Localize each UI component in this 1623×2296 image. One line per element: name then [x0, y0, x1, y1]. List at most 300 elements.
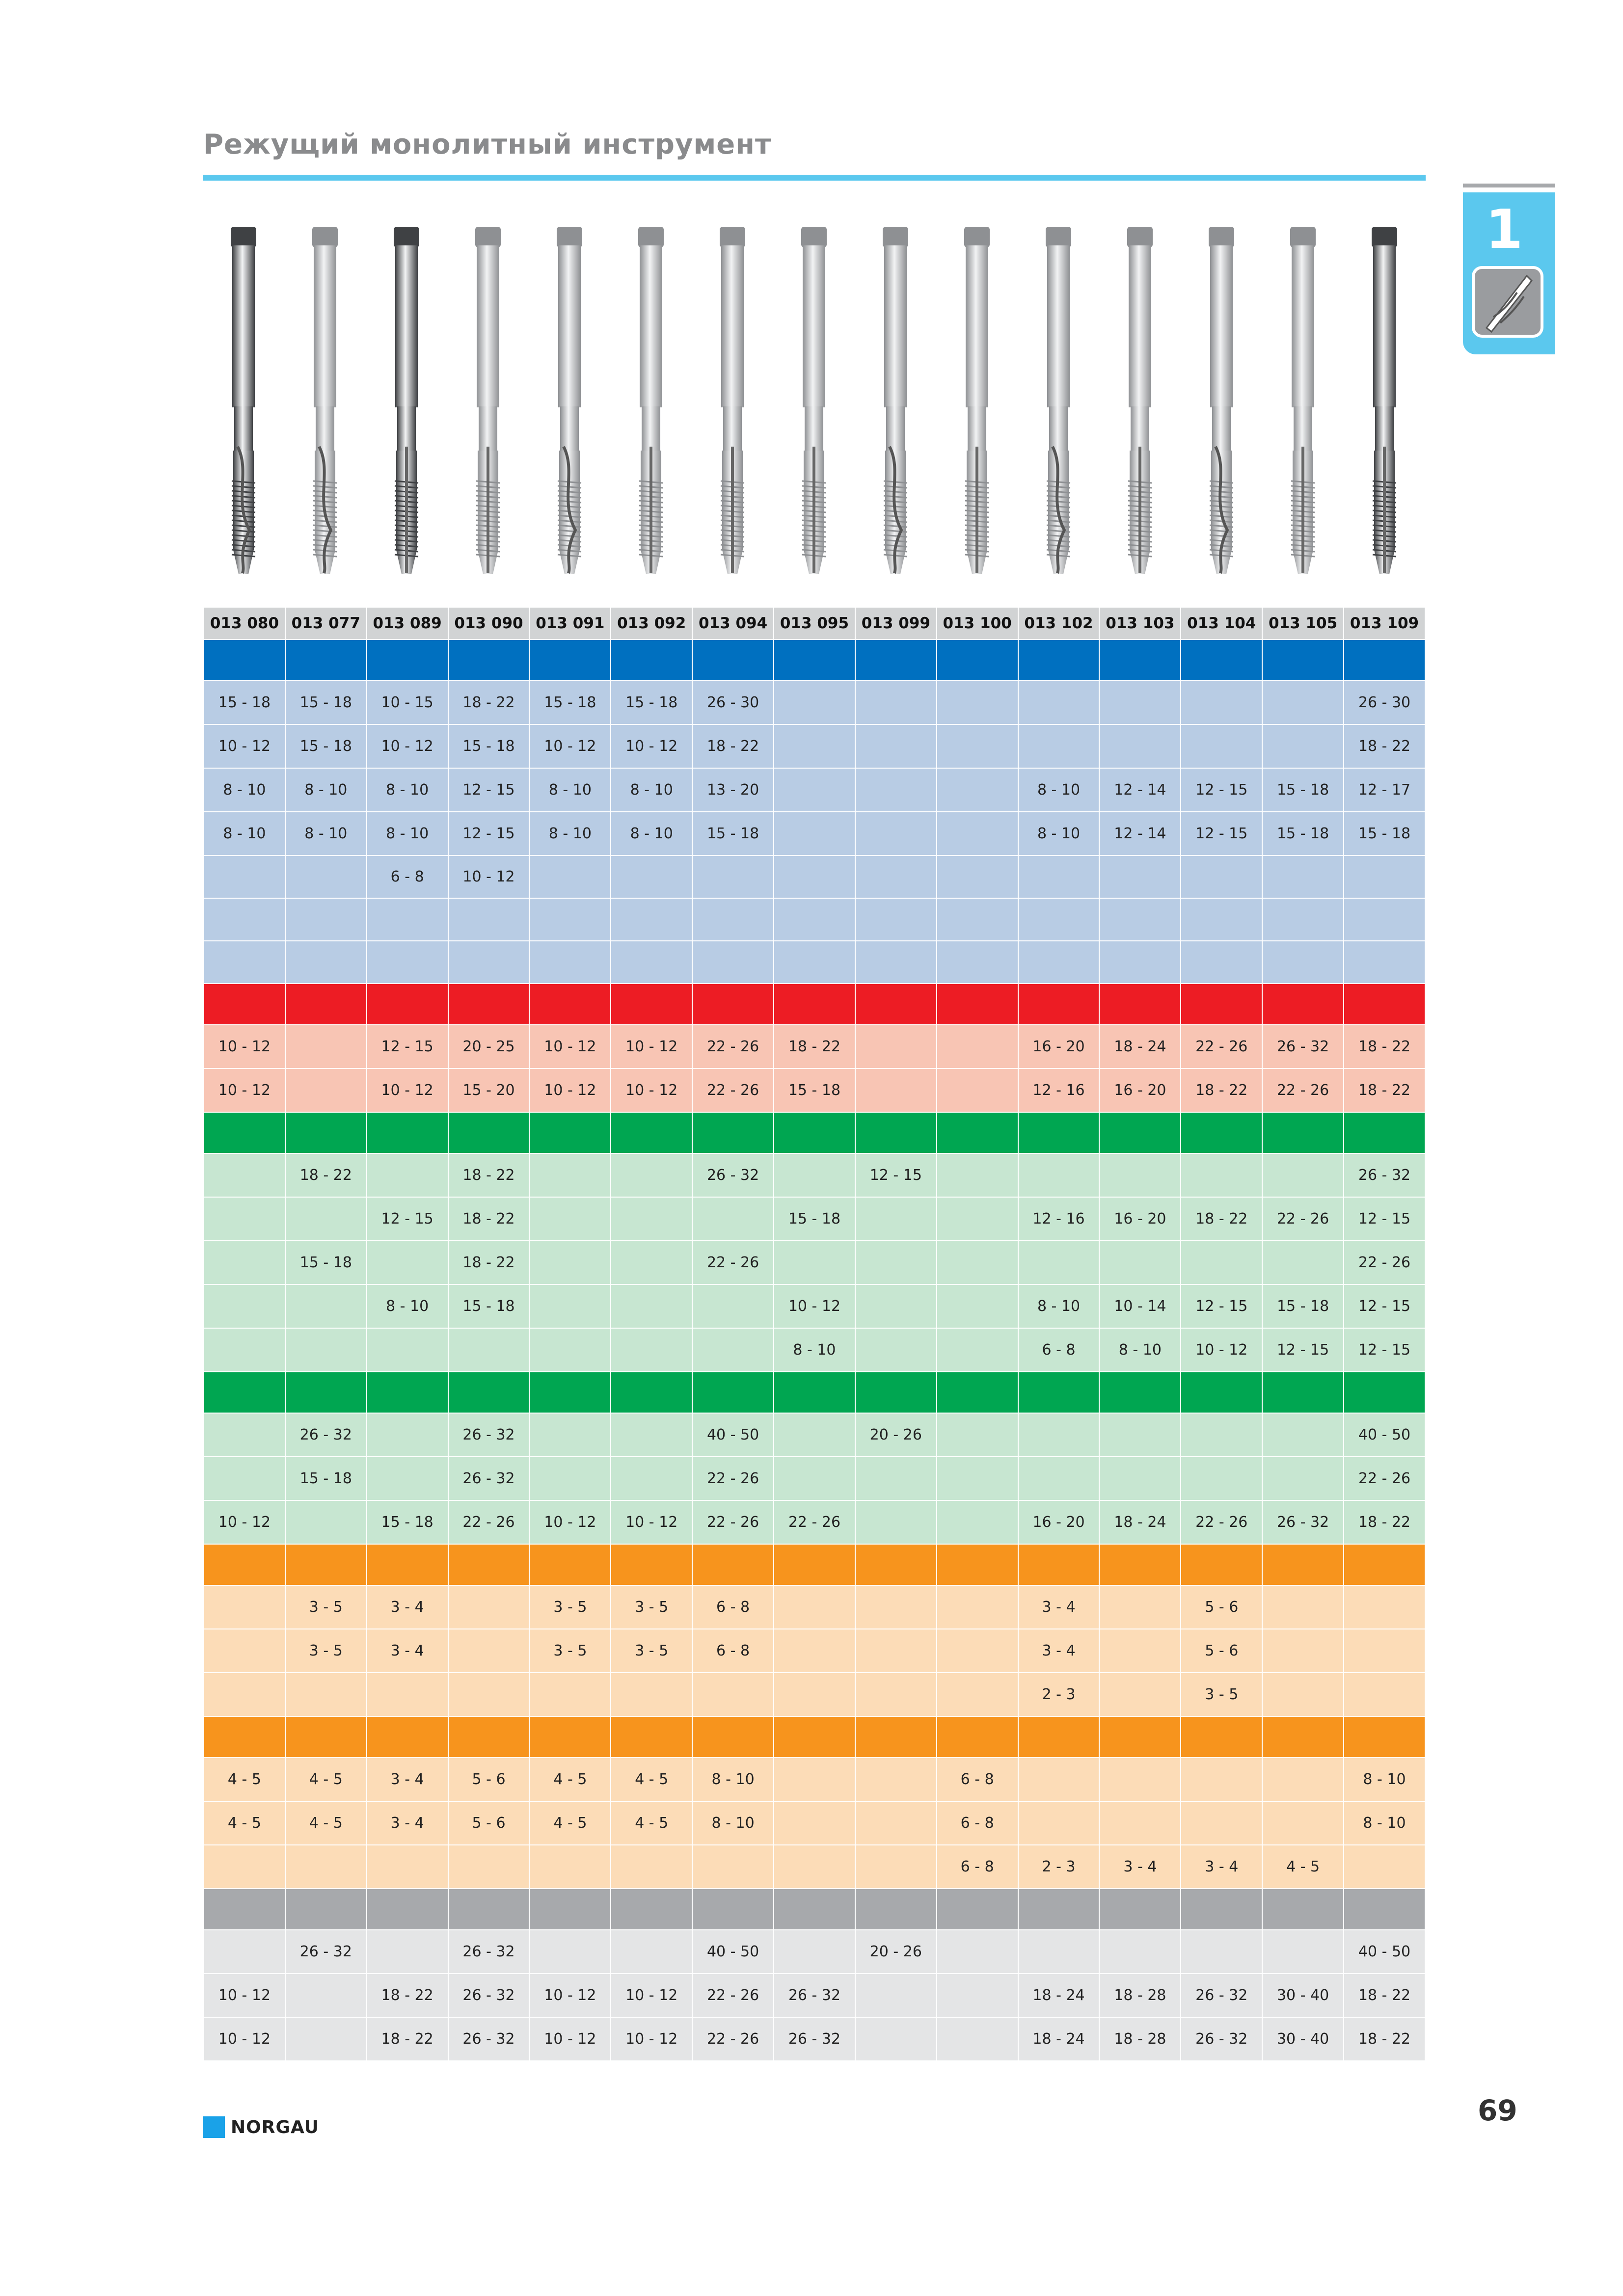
- band-cell: [1344, 1372, 1425, 1413]
- speed-cell: [1181, 681, 1262, 724]
- speed-cell: 8 - 10: [774, 1328, 855, 1372]
- band-cell: [1262, 1544, 1344, 1585]
- speed-cell: 12 - 15: [448, 812, 530, 855]
- speed-cell: 26 - 32: [1344, 1153, 1425, 1197]
- speed-cell: [1262, 1457, 1344, 1500]
- material-group-band-blue: [204, 640, 1425, 681]
- speed-cell: 26 - 32: [448, 1974, 530, 2017]
- speed-cell: 12 - 15: [448, 768, 530, 812]
- speed-cell: 22 - 26: [774, 1500, 855, 1544]
- speed-cell: [1181, 1457, 1262, 1500]
- speed-cell: [611, 855, 692, 898]
- band-cell: [367, 640, 448, 681]
- band-cell: [529, 1889, 611, 1930]
- band-cell: [774, 1544, 855, 1585]
- article-number-header: 013 092: [611, 607, 692, 640]
- speed-cell: 3 - 5: [611, 1629, 692, 1673]
- speed-cell: 12 - 15: [1344, 1197, 1425, 1241]
- speed-cell: [1018, 1801, 1100, 1845]
- table-row: [204, 1241, 1425, 1284]
- band-cell: [367, 1372, 448, 1413]
- band-cell: [1018, 1372, 1100, 1413]
- table-row: [204, 1197, 1425, 1241]
- speed-cell: [529, 1153, 611, 1197]
- band-cell: [855, 1112, 937, 1153]
- chapter-tab: [1463, 192, 1555, 354]
- speed-cell: 16 - 20: [1018, 1025, 1100, 1068]
- speed-cell: [855, 1585, 937, 1629]
- speed-cell: 18 - 22: [1181, 1197, 1262, 1241]
- brand-logo-square: [203, 2116, 225, 2138]
- band-cell: [1181, 1716, 1262, 1758]
- speed-cell: 15 - 18: [774, 1068, 855, 1112]
- band-cell: [529, 1716, 611, 1758]
- speed-cell: [1262, 724, 1344, 768]
- speed-cell: [937, 1197, 1018, 1241]
- table-row: [204, 1284, 1425, 1328]
- speed-cell: [1181, 1758, 1262, 1801]
- speed-cell: [1099, 898, 1181, 941]
- speed-cell: 10 - 12: [529, 1500, 611, 1544]
- speed-cell: 10 - 12: [611, 2017, 692, 2061]
- band-cell: [855, 1716, 937, 1758]
- band-cell: [1099, 1112, 1181, 1153]
- speed-cell: [367, 898, 448, 941]
- speed-cell: 12 - 15: [367, 1197, 448, 1241]
- speed-cell: 22 - 26: [1181, 1025, 1262, 1068]
- speed-cell: [1262, 1758, 1344, 1801]
- drill-icon: [1472, 266, 1543, 338]
- speed-cell: 12 - 16: [1018, 1068, 1100, 1112]
- speed-cell: [1344, 898, 1425, 941]
- speed-cell: 16 - 20: [1018, 1500, 1100, 1544]
- speed-cell: 22 - 26: [692, 1457, 774, 1500]
- speed-cell: [1099, 724, 1181, 768]
- speed-cell: [204, 1241, 285, 1284]
- speed-cell: 18 - 28: [1099, 2017, 1181, 2061]
- speed-cell: 10 - 12: [204, 724, 285, 768]
- speed-cell: [937, 1457, 1018, 1500]
- speed-cell: [1262, 1153, 1344, 1197]
- speed-cell: 18 - 22: [367, 1974, 448, 2017]
- speed-cell: 18 - 22: [1344, 1974, 1425, 2017]
- speed-cell: 10 - 12: [204, 1068, 285, 1112]
- speed-cell: [855, 2017, 937, 2061]
- band-cell: [204, 1544, 285, 1585]
- speed-cell: [937, 941, 1018, 984]
- speed-cell: [611, 1328, 692, 1372]
- speed-cell: 8 - 10: [1344, 1801, 1425, 1845]
- speed-cell: 3 - 5: [529, 1629, 611, 1673]
- speed-cell: 6 - 8: [692, 1629, 774, 1673]
- speed-cell: 10 - 12: [611, 1500, 692, 1544]
- material-group-band-red: [204, 984, 1425, 1025]
- band-cell: [855, 984, 937, 1025]
- band-cell: [285, 1889, 367, 1930]
- speed-cell: 15 - 18: [285, 1457, 367, 1500]
- speed-cell: [448, 898, 530, 941]
- band-cell: [611, 1372, 692, 1413]
- speed-cell: [937, 898, 1018, 941]
- band-cell: [692, 1889, 774, 1930]
- speed-cell: 4 - 5: [611, 1801, 692, 1845]
- speed-cell: [1262, 1673, 1344, 1716]
- band-cell: [1262, 1716, 1344, 1758]
- speed-cell: 15 - 18: [1344, 812, 1425, 855]
- band-cell: [204, 1889, 285, 1930]
- speed-cell: 8 - 10: [1099, 1328, 1181, 1372]
- material-group-band-green: [204, 1112, 1425, 1153]
- band-cell: [1099, 640, 1181, 681]
- speed-cell: [937, 1585, 1018, 1629]
- speed-cell: [285, 1197, 367, 1241]
- band-cell: [529, 640, 611, 681]
- speed-cell: [692, 898, 774, 941]
- speed-cell: 26 - 32: [285, 1930, 367, 1974]
- speed-cell: 5 - 6: [448, 1801, 530, 1845]
- speed-cell: 22 - 26: [448, 1500, 530, 1544]
- table-row: [204, 2017, 1425, 2061]
- speed-cell: 8 - 10: [611, 768, 692, 812]
- band-cell: [1344, 640, 1425, 681]
- tap-image: [855, 216, 937, 594]
- speed-cell: 18 - 22: [1344, 1500, 1425, 1544]
- tap-image: [774, 216, 855, 594]
- material-group-band-orange: [204, 1716, 1425, 1758]
- speed-cell: [1181, 855, 1262, 898]
- band-cell: [204, 1372, 285, 1413]
- band-cell: [774, 640, 855, 681]
- speed-cell: 10 - 12: [204, 1025, 285, 1068]
- band-cell: [611, 640, 692, 681]
- material-group-band-gray: [204, 1889, 1425, 1930]
- speed-cell: [285, 1845, 367, 1889]
- speed-cell: [774, 1629, 855, 1673]
- speed-cell: [204, 1457, 285, 1500]
- speed-cell: [367, 1328, 448, 1372]
- speed-cell: 10 - 12: [204, 1974, 285, 2017]
- band-cell: [285, 1112, 367, 1153]
- table-row: [204, 1758, 1425, 1801]
- speed-cell: 18 - 22: [448, 1153, 530, 1197]
- speed-cell: 22 - 26: [1262, 1068, 1344, 1112]
- speed-cell: [1018, 898, 1100, 941]
- band-cell: [937, 640, 1018, 681]
- band-cell: [1018, 1716, 1100, 1758]
- speed-cell: 10 - 12: [611, 1068, 692, 1112]
- speed-cell: 15 - 18: [285, 724, 367, 768]
- speed-cell: 4 - 5: [285, 1801, 367, 1845]
- band-cell: [1181, 1544, 1262, 1585]
- speed-cell: [529, 1413, 611, 1457]
- band-cell: [611, 1716, 692, 1758]
- speed-cell: 10 - 12: [204, 2017, 285, 2061]
- speed-cell: [1181, 898, 1262, 941]
- speed-cell: [855, 855, 937, 898]
- band-cell: [1344, 1889, 1425, 1930]
- chapter-tab-rule: [1463, 184, 1555, 187]
- speed-cell: 3 - 4: [367, 1629, 448, 1673]
- speed-cell: 30 - 40: [1262, 1974, 1344, 2017]
- speed-cell: [774, 1413, 855, 1457]
- band-cell: [204, 640, 285, 681]
- speed-cell: [937, 1629, 1018, 1673]
- band-cell: [855, 640, 937, 681]
- speed-cell: [448, 941, 530, 984]
- table-row: [204, 1845, 1425, 1889]
- speed-cell: [285, 1500, 367, 1544]
- brand-name: NORGAU: [231, 2117, 319, 2137]
- speed-cell: 6 - 8: [367, 855, 448, 898]
- speed-cell: [1181, 1413, 1262, 1457]
- speed-cell: [774, 1585, 855, 1629]
- speed-cell: [937, 2017, 1018, 2061]
- speed-cell: [855, 1284, 937, 1328]
- article-number-header: 013 103: [1099, 607, 1181, 640]
- speed-cell: 26 - 32: [1262, 1500, 1344, 1544]
- speed-cell: [285, 941, 367, 984]
- speed-cell: 4 - 5: [611, 1758, 692, 1801]
- speed-cell: [367, 1413, 448, 1457]
- speed-cell: [204, 1673, 285, 1716]
- speed-cell: [855, 1457, 937, 1500]
- band-cell: [448, 1544, 530, 1585]
- table-row: [204, 1457, 1425, 1500]
- tap-image: [692, 216, 774, 594]
- speed-cell: [204, 1930, 285, 1974]
- band-cell: [448, 984, 530, 1025]
- speed-cell: [611, 1153, 692, 1197]
- band-cell: [937, 1889, 1018, 1930]
- band-cell: [367, 1716, 448, 1758]
- tap-image: [1018, 216, 1100, 594]
- speed-cell: [367, 1153, 448, 1197]
- speed-cell: [1099, 941, 1181, 984]
- article-number-header: 013 089: [367, 607, 448, 640]
- speed-cell: 15 - 18: [204, 681, 285, 724]
- band-cell: [1344, 1544, 1425, 1585]
- band-cell: [204, 1112, 285, 1153]
- speed-cell: 8 - 10: [1018, 1284, 1100, 1328]
- band-cell: [1262, 984, 1344, 1025]
- speed-cell: 18 - 22: [1181, 1068, 1262, 1112]
- material-group-band-orange: [204, 1544, 1425, 1585]
- band-cell: [1099, 1372, 1181, 1413]
- speed-cell: [1262, 1585, 1344, 1629]
- speed-cell: [774, 898, 855, 941]
- speed-cell: [285, 2017, 367, 2061]
- speed-cell: 8 - 10: [285, 768, 367, 812]
- tap-image: [1263, 216, 1344, 594]
- speed-cell: [937, 1241, 1018, 1284]
- speed-cell: [1262, 1930, 1344, 1974]
- speed-cell: 20 - 25: [448, 1025, 530, 1068]
- speed-cell: 12 - 17: [1344, 768, 1425, 812]
- speed-cell: 10 - 12: [448, 855, 530, 898]
- article-number-header: 013 099: [855, 607, 937, 640]
- speed-cell: [1344, 1673, 1425, 1716]
- speed-cell: [367, 1673, 448, 1716]
- speed-cell: 8 - 10: [529, 768, 611, 812]
- band-cell: [1262, 1889, 1344, 1930]
- tap-speed-table: [203, 607, 1426, 2061]
- band-cell: [611, 1889, 692, 1930]
- speed-cell: 8 - 10: [204, 812, 285, 855]
- speed-cell: 16 - 20: [1099, 1068, 1181, 1112]
- speed-cell: 8 - 10: [529, 812, 611, 855]
- speed-cell: 12 - 15: [855, 1153, 937, 1197]
- speed-cell: [855, 1068, 937, 1112]
- tap-image: [1100, 216, 1181, 594]
- speed-cell: 18 - 22: [1344, 724, 1425, 768]
- speed-cell: [1099, 1758, 1181, 1801]
- table-row: [204, 1585, 1425, 1629]
- speed-cell: 26 - 30: [1344, 681, 1425, 724]
- band-cell: [1099, 1889, 1181, 1930]
- speed-cell: [448, 1673, 530, 1716]
- speed-cell: [1099, 1673, 1181, 1716]
- table-row: [204, 1413, 1425, 1457]
- band-cell: [448, 1372, 530, 1413]
- speed-cell: 5 - 6: [448, 1758, 530, 1801]
- speed-cell: [1181, 1241, 1262, 1284]
- speed-cell: [1262, 941, 1344, 984]
- band-cell: [529, 984, 611, 1025]
- speed-cell: 26 - 32: [774, 1974, 855, 2017]
- speed-cell: [1262, 898, 1344, 941]
- speed-cell: [1181, 1930, 1262, 1974]
- speed-cell: [855, 1801, 937, 1845]
- speed-cell: 2 - 3: [1018, 1845, 1100, 1889]
- speed-cell: [285, 1673, 367, 1716]
- speed-cell: [937, 1153, 1018, 1197]
- speed-cell: [855, 1758, 937, 1801]
- speed-cell: [1099, 855, 1181, 898]
- speed-cell: 5 - 6: [1181, 1629, 1262, 1673]
- table-row: [204, 898, 1425, 941]
- speed-cell: 18 - 22: [1344, 1025, 1425, 1068]
- speed-cell: 22 - 26: [692, 2017, 774, 2061]
- speed-cell: 10 - 12: [529, 1068, 611, 1112]
- table-row: [204, 941, 1425, 984]
- tap-image: [529, 216, 611, 594]
- speed-cell: 10 - 14: [1099, 1284, 1181, 1328]
- article-number-header: 013 109: [1344, 607, 1425, 640]
- speed-cell: [611, 898, 692, 941]
- table-row: [204, 1673, 1425, 1716]
- speed-cell: 18 - 22: [448, 681, 530, 724]
- speed-cell: [1018, 1457, 1100, 1500]
- speed-cell: [367, 1845, 448, 1889]
- speed-cell: [1344, 855, 1425, 898]
- table-row: [204, 855, 1425, 898]
- speed-cell: 3 - 4: [367, 1585, 448, 1629]
- speed-cell: 22 - 26: [1262, 1197, 1344, 1241]
- band-cell: [774, 984, 855, 1025]
- speed-cell: 4 - 5: [1262, 1845, 1344, 1889]
- speed-cell: [529, 1673, 611, 1716]
- speed-cell: [611, 1845, 692, 1889]
- speed-cell: [1099, 1413, 1181, 1457]
- speed-cell: [1344, 1629, 1425, 1673]
- band-cell: [611, 984, 692, 1025]
- speed-cell: 26 - 32: [448, 2017, 530, 2061]
- speed-cell: [204, 1328, 285, 1372]
- table-row: [204, 768, 1425, 812]
- band-cell: [1181, 984, 1262, 1025]
- article-number-header: 013 091: [529, 607, 611, 640]
- speed-cell: [204, 855, 285, 898]
- speed-cell: [774, 1758, 855, 1801]
- speed-cell: 10 - 12: [611, 724, 692, 768]
- speed-cell: [855, 1241, 937, 1284]
- speed-cell: 3 - 4: [1099, 1845, 1181, 1889]
- speed-cell: [937, 1974, 1018, 2017]
- band-cell: [367, 1544, 448, 1585]
- band-cell: [1262, 1112, 1344, 1153]
- speed-cell: 8 - 10: [611, 812, 692, 855]
- speed-cell: 20 - 26: [855, 1413, 937, 1457]
- speed-cell: [692, 855, 774, 898]
- tap-image: [203, 216, 285, 594]
- speed-cell: [855, 812, 937, 855]
- speed-cell: [529, 1197, 611, 1241]
- speed-cell: 15 - 18: [448, 724, 530, 768]
- speed-cell: [855, 1974, 937, 2017]
- speed-cell: [937, 1413, 1018, 1457]
- speed-cell: 10 - 15: [367, 681, 448, 724]
- speed-cell: [937, 812, 1018, 855]
- speed-cell: [1262, 1801, 1344, 1845]
- speed-cell: 22 - 26: [1181, 1500, 1262, 1544]
- band-cell: [1018, 640, 1100, 681]
- speed-cell: [855, 1629, 937, 1673]
- speed-cell: [204, 1845, 285, 1889]
- band-cell: [285, 640, 367, 681]
- article-number-header: 013 077: [285, 607, 367, 640]
- speed-cell: 10 - 12: [1181, 1328, 1262, 1372]
- speed-cell: [204, 1629, 285, 1673]
- speed-cell: 6 - 8: [937, 1845, 1018, 1889]
- title-rule: [203, 175, 1426, 181]
- speed-cell: [774, 941, 855, 984]
- band-cell: [1344, 1716, 1425, 1758]
- speed-cell: [529, 941, 611, 984]
- band-cell: [855, 1544, 937, 1585]
- speed-cell: 18 - 22: [692, 724, 774, 768]
- band-cell: [855, 1372, 937, 1413]
- speed-cell: [529, 1328, 611, 1372]
- speed-cell: [1099, 681, 1181, 724]
- speed-cell: [692, 941, 774, 984]
- band-cell: [448, 1112, 530, 1153]
- speed-cell: 18 - 24: [1018, 2017, 1100, 2061]
- speed-cell: 3 - 4: [1018, 1629, 1100, 1673]
- speed-cell: 3 - 5: [529, 1585, 611, 1629]
- speed-cell: [204, 1153, 285, 1197]
- speed-cell: 12 - 14: [1099, 812, 1181, 855]
- band-cell: [204, 984, 285, 1025]
- speed-cell: [448, 1328, 530, 1372]
- speed-cell: 22 - 26: [692, 1974, 774, 2017]
- speed-cell: 26 - 32: [692, 1153, 774, 1197]
- speed-cell: [204, 898, 285, 941]
- speed-cell: [1344, 1585, 1425, 1629]
- speed-cell: [774, 724, 855, 768]
- speed-cell: 18 - 22: [367, 2017, 448, 2061]
- speed-cell: [855, 1673, 937, 1716]
- band-cell: [1099, 984, 1181, 1025]
